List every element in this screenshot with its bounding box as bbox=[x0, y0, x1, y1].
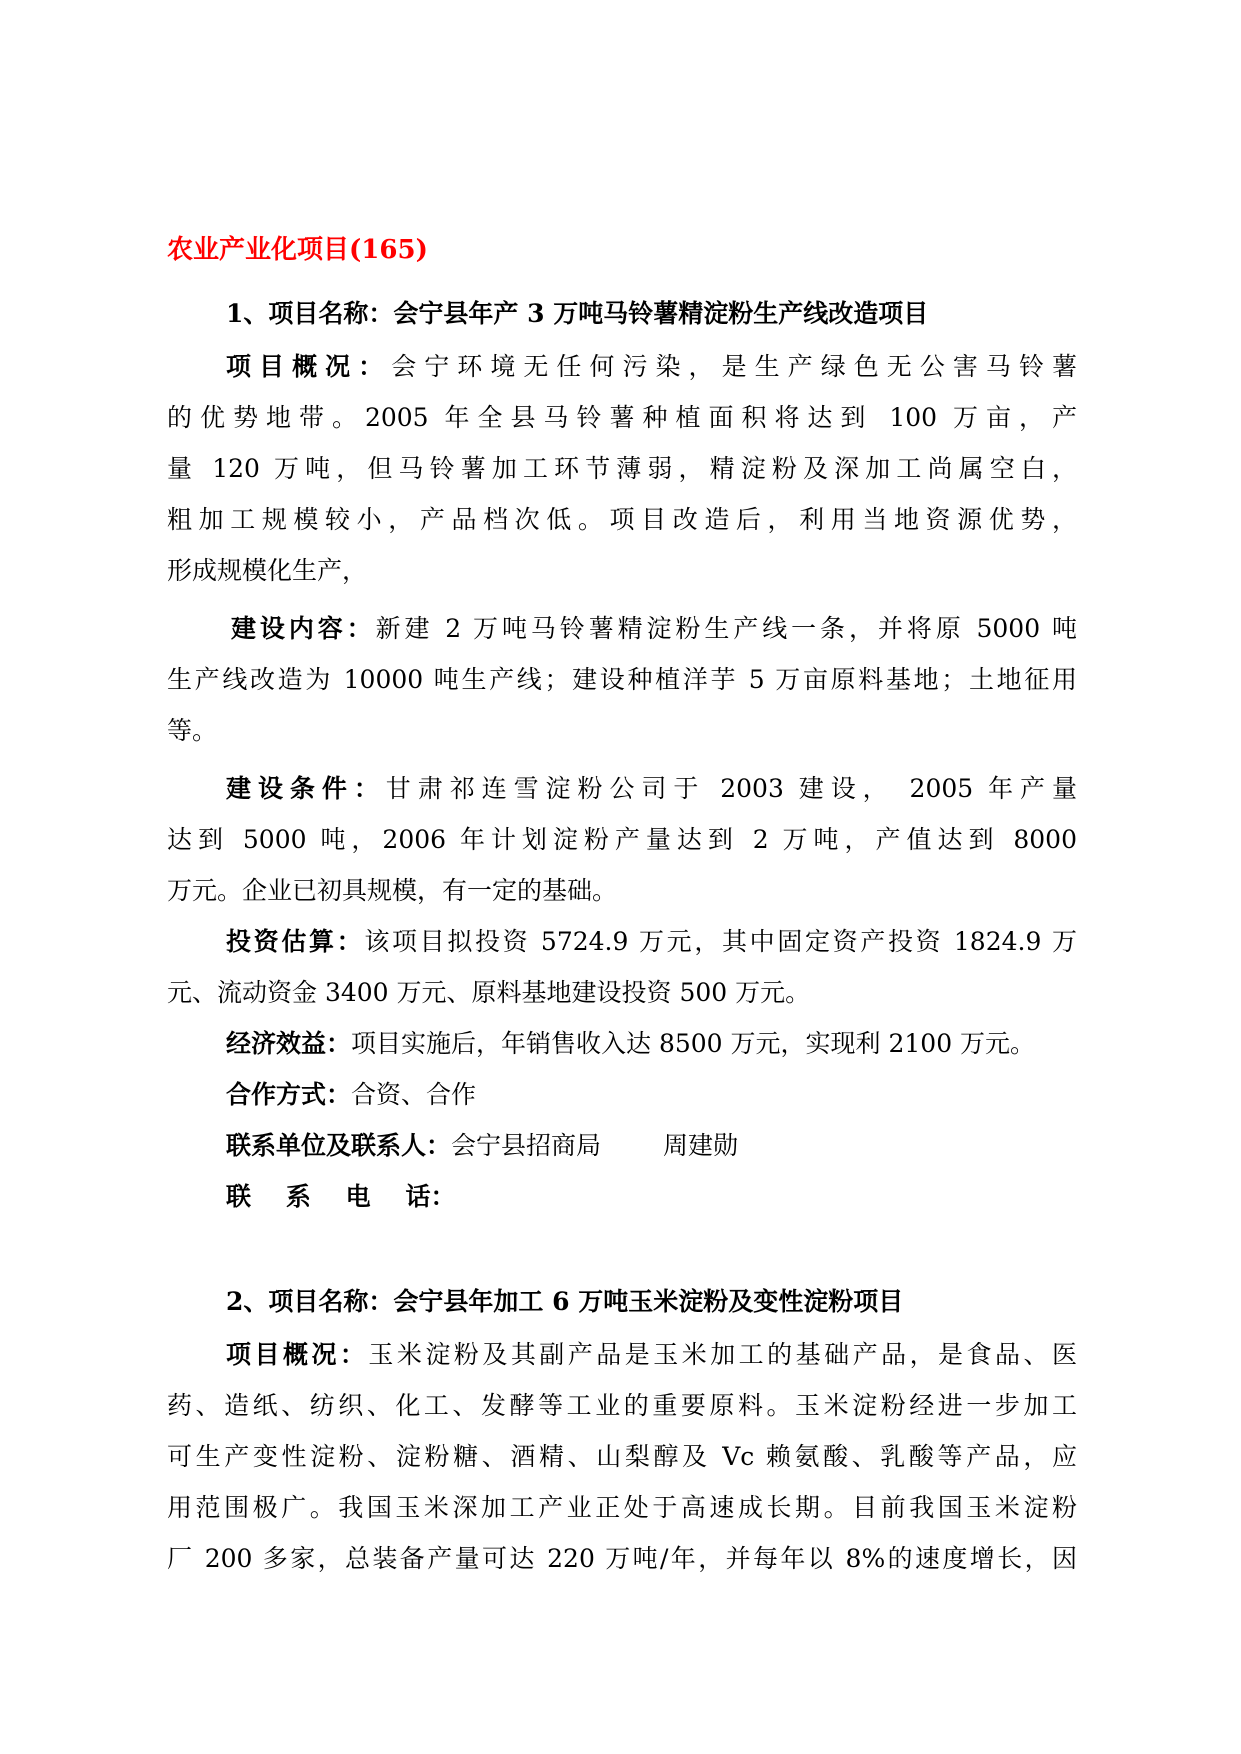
project-1-construction-label: 建设内容： bbox=[231, 614, 376, 643]
project-1-construction-text: 新建 2 万吨马铃薯精淀粉生产线一条，并将原 5000 吨 bbox=[375, 614, 1077, 643]
project-1-overview-label: 项目概况： bbox=[226, 352, 392, 381]
project-1-investment-line: 元、流动资金 3400 万元、原料基地建设投资 500 万元。 bbox=[167, 978, 811, 1007]
project-1-investment-text: 该项目拟投资 5724.9 万元，其中固定资产投资 1824.9 万 bbox=[364, 927, 1077, 956]
project-1-contact-person: 周建勋 bbox=[663, 1131, 739, 1160]
project-1-construction-line: 生产线改造为 10000 吨生产线；建设种植洋芋 5 万亩原料基地；土地征用 bbox=[167, 665, 1077, 694]
project-1-overview-line: 粗加工规模较小，产品档次低。项目改造后，利用当地资源优势， bbox=[167, 505, 1077, 534]
project-2-title: 2、项目名称：会宁县年加工 6 万吨玉米淀粉及变性淀粉项目 bbox=[226, 1287, 904, 1316]
project-1-benefit-label: 经济效益： bbox=[226, 1029, 352, 1058]
project-2-overview-line: 用范围极广。我国玉米深加工产业正处于高速成长期。目前我国玉米淀粉 bbox=[167, 1493, 1077, 1522]
project-1-benefit-text: 项目实施后，年销售收入达 8500 万元，实现利 2100 万元。 bbox=[351, 1029, 1036, 1058]
project-1-overview-line: 的优势地带。2005 年全县马铃薯种植面积将达到 100 万亩，产 bbox=[167, 403, 1077, 432]
project-1-overview-line bbox=[226, 350, 1077, 384]
project-1-investment-label: 投资估算： bbox=[226, 927, 365, 956]
project-1-overview-line: 形成规模化生产， bbox=[167, 556, 368, 585]
project-1-overview-text: 会宁环境无任何污染，是生产绿色无公害马铃薯 bbox=[391, 352, 1077, 381]
project-1-overview-line: 量 120 万吨，但马铃薯加工环节薄弱，精淀粉及深加工尚属空白， bbox=[167, 454, 1077, 483]
project-2-overview-line: 药、造纸、纺织、化工、发酵等工业的重要原料。玉米淀粉经进一步加工 bbox=[167, 1391, 1077, 1420]
project-1-conditions-line: 万元。企业已初具规模，有一定的基础。 bbox=[167, 876, 618, 905]
project-2-overview-line: 可生产变性淀粉、淀粉糖、酒精、山梨醇及 Vc 赖氨酸、乳酸等产品，应 bbox=[167, 1442, 1077, 1471]
section-title: 农业产业化项目(165) bbox=[167, 235, 428, 265]
project-1-construction-line bbox=[231, 612, 1077, 646]
project-2-overview-label: 项目概况： bbox=[226, 1340, 369, 1369]
project-1-construction-line: 等。 bbox=[167, 716, 218, 745]
project-2-overview-line: 厂 200 多家，总装备产量可达 220 万吨/年，并每年以 8%的速度增长，因 bbox=[167, 1544, 1077, 1573]
project-1-cooperation-label: 合作方式： bbox=[226, 1080, 352, 1109]
project-2-overview-text: 玉米淀粉及其副产品是玉米加工的基础产品，是食品、医 bbox=[368, 1340, 1077, 1369]
project-1-cooperation-text: 合资、合作 bbox=[351, 1080, 477, 1109]
project-1-contact-label: 联系单位及联系人： bbox=[226, 1131, 452, 1160]
project-1-benefit-line bbox=[226, 1027, 1077, 1061]
project-1-conditions-line: 达到 5000 吨，2006 年计划淀粉产量达到 2 万吨，产值达到 8000 bbox=[167, 825, 1077, 854]
project-1-investment-line bbox=[226, 925, 1077, 959]
project-1-title: 1、项目名称：会宁县年产 3 万吨马铃薯精淀粉生产线改造项目 bbox=[226, 299, 929, 328]
project-1-contact-unit: 会宁县招商局 bbox=[451, 1131, 602, 1160]
project-1-cooperation-line bbox=[226, 1078, 1077, 1112]
project-2-overview-line bbox=[226, 1338, 1077, 1372]
project-1-conditions-label: 建设条件： bbox=[226, 774, 386, 803]
project-1-phone-label: 联 系 电 话： bbox=[226, 1182, 456, 1211]
project-1-conditions-line bbox=[226, 772, 1077, 806]
project-1-conditions-text: 甘肃祁连雪淀粉公司于 2003 建设， 2005 年产量 bbox=[385, 774, 1077, 803]
project-1-contact-line bbox=[226, 1129, 1077, 1163]
